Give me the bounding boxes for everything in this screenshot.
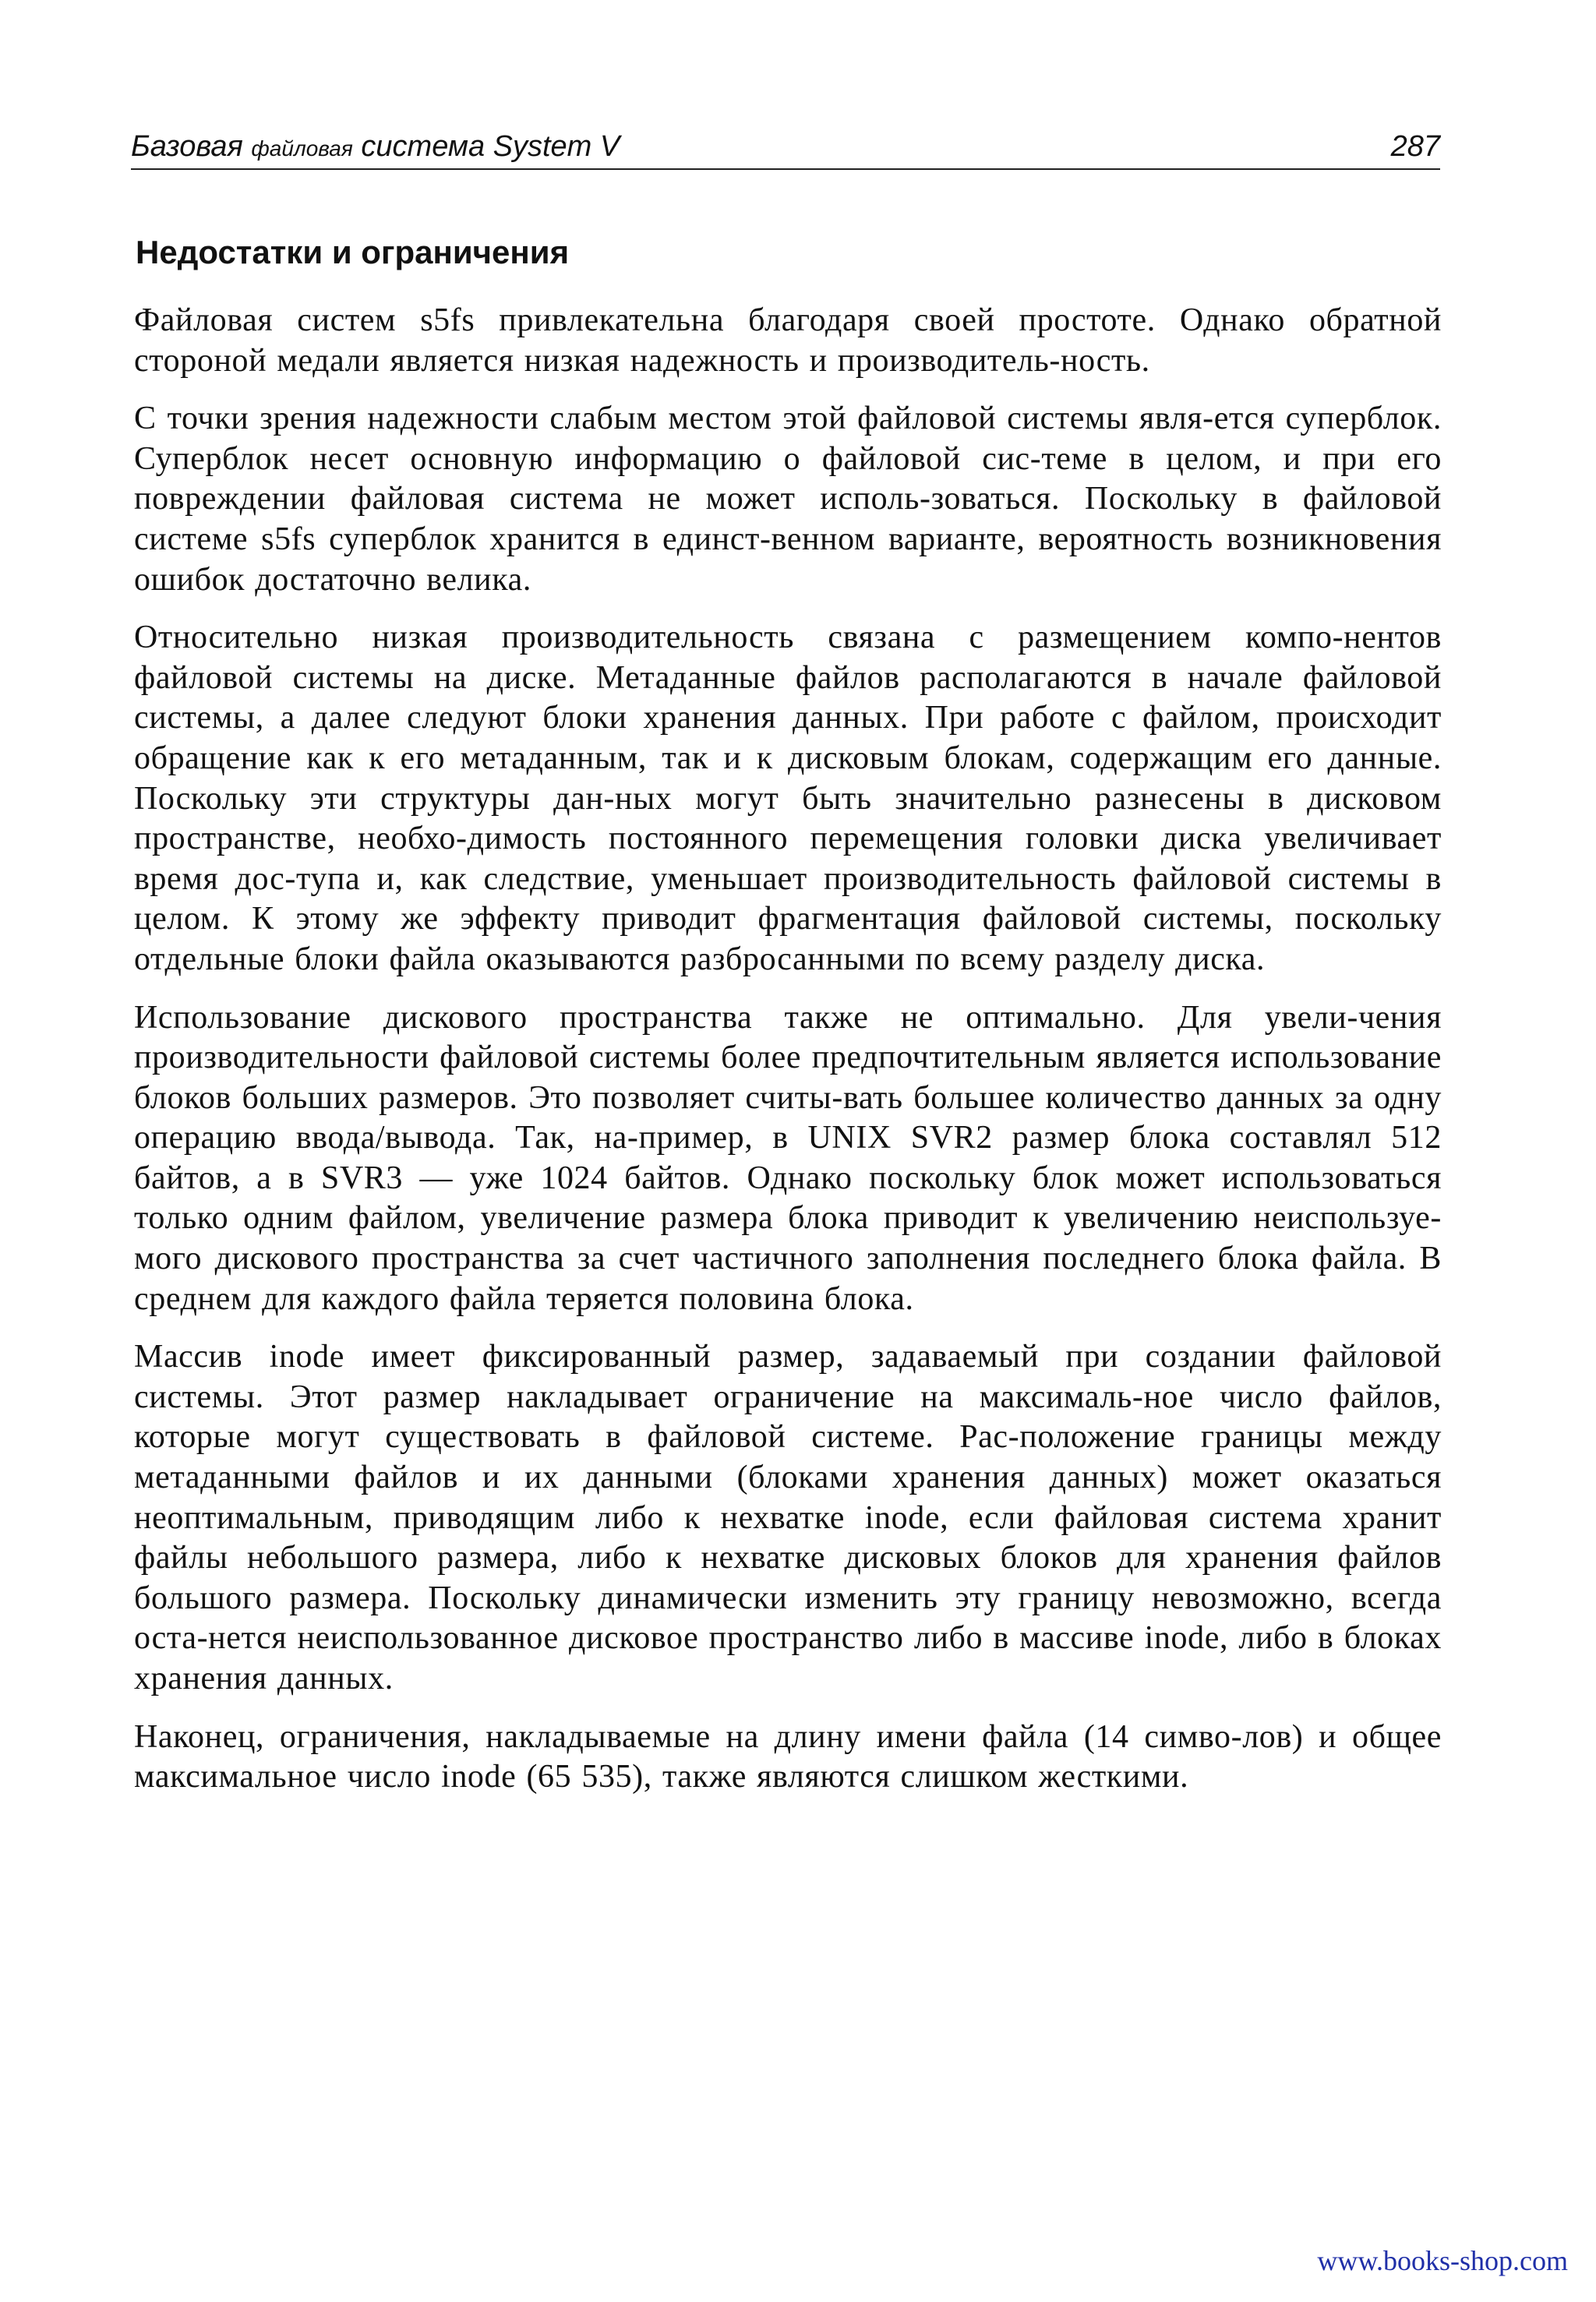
paragraph-6: Наконец, ограничения, накладываемые на длину имени файла (14 симво-лов) и общее максимальное число inode (65 535), также являются слишком жесткими.: [134, 1718, 1442, 1795]
watermark-link[interactable]: www.books-shop.com: [1317, 2245, 1568, 2276]
paragraph-2: С точки зрения надежности слабым местом этой файловой системы явля-ется суперблок. Суперблок несет основную информацию о файловой сис-теме в целом, и при его повреждении файловая система не может исполь-зоваться. Поскольку в файловой системе s5fs суперблок хранится в единст-венном варианте, вероятность возникновения ошибок достаточно велика.: [134, 401, 1442, 598]
paragraph-5: Массив inode имеет фиксированный размер, задаваемый при создании файловой системы. Этот размер накладывает ограничение на максималь-ное число файлов, которые могут существовать в файловой системе. Рас-положение границы между метаданными файлов и их данными (блоками хранения данных) может оказаться неоптимальным, приводящим либо к нехватке inode, если файловая система хранит файлы небольшого размера, либо к нехватке дисковых блоков для хранения файлов большого размера. Поскольку динамически изменить эту границу невозможно, всегда оста-нется неиспользованное дисковое пространство либо в массиве inode, либо в блоках хранения данных.: [134, 1339, 1442, 1696]
paragraph-4: Использование дискового пространства также не оптимально. Для увели-чения производительности файловой системы более предпочтительным является использование блоков больших размеров. Это позволяет считы-вать большее количество данных за одну операцию ввода/вывода. Так, на-пример, в UNIX SVR2 размер блока составлял 512 байтов, а в SVR3 — уже 1024 байтов. Однако поскольку блок может использоваться только одним файлом, увеличение размера блока приводит к увеличению неиспользуе-мого дискового пространства за счет частичного заполнения последнего блока файла. В среднем для каждого файла теряется половина блока.: [134, 999, 1442, 1317]
running-head-title-small: файловая: [251, 136, 353, 161]
running-head-title-end: система System V: [352, 130, 620, 163]
running-head-title-start: Базовая: [131, 130, 252, 163]
paragraph-3: Относительно низкая производительность связана с размещением компо-нентов файловой системы на диске. Метаданные файлов располагаются в начале файловой системы, а далее следуют блоки хранения данных. При работе с файлом, происходит обращение как к его метаданным, так и к дисковым блокам, содержащим его данные. Поскольку эти структуры дан-ных могут быть значительно разнесены в дисковом пространстве, необхо-димость постоянного перемещения головки диска увеличивает время дос-тупа и, как следствие, уменьшает производительность файловой системы в целом. К этому же эффекту приводит фрагментация файловой системы, поскольку отдельные блоки файла оказываются разбросанными по всему разделу диска.: [134, 620, 1442, 977]
page-number: 287: [1390, 130, 1440, 163]
section-heading: Недостатки и ограничения: [136, 234, 570, 270]
running-head: [131, 125, 1440, 170]
body-text: [134, 301, 1442, 1816]
paragraph-1: Файловая систем s5fs привлекательна благодаря своей простоте. Однако обратной стороной медали является низкая надежность и производитель-ность.: [134, 302, 1442, 379]
running-head-title: [131, 130, 620, 164]
